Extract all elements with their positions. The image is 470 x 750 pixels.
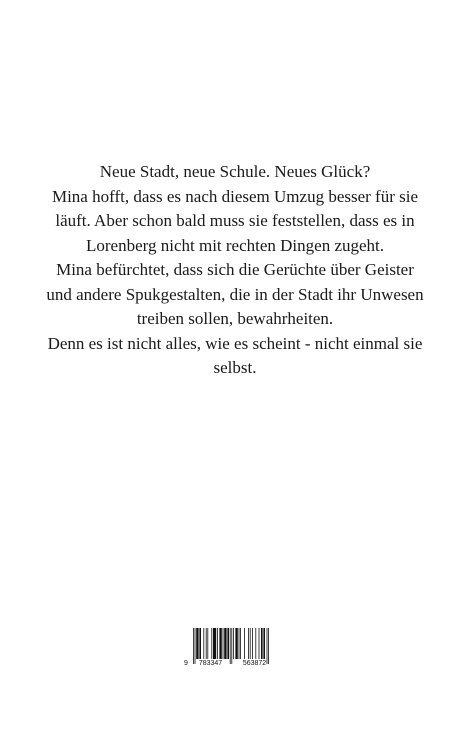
barcode-bar [252,628,253,659]
barcode-left-digits: 783347 [198,660,223,667]
barcode-guard-bar [268,628,269,664]
blurb-line: selbst. [213,358,257,377]
barcode-bar [255,628,256,659]
barcode-guard-bar [267,628,268,664]
blurb-text [0,160,470,381]
barcode-bar [233,628,234,659]
blurb-line: Mina befürchtet, dass sich die Gerüchte über Geister [56,260,414,279]
barcode-guard-bar [195,628,196,664]
barcode-bar [239,628,240,659]
barcode-bar [244,628,245,659]
barcode-bar [227,628,229,659]
blurb-line: läuft. Aber schon bald muss sie feststellen, dass es in [55,211,415,230]
blurb-line: Mina hofft, dass es nach diesem Umzug besser für sie [51,186,419,206]
barcode-bar [217,628,218,659]
barcode-bar [240,628,241,659]
barcode-bar [203,628,204,659]
barcode-guard-bar [231,628,232,664]
isbn-barcode [183,628,275,670]
barcode-right-digits: 563872 [242,660,267,667]
barcode-bar [259,628,260,659]
barcode-bar [263,628,265,659]
blurb-line: Denn es ist nicht alles, wie es scheint - nicht einmal sie [47,333,423,353]
blurb-line: Neue Stadt, neue Schule. Neues Glück? [99,162,371,181]
barcode-bar [213,628,216,659]
blurb-line: und andere Spukgestalten, die in der Stadt ihr Unwesen [46,284,424,304]
barcode-bar [211,628,212,659]
barcode-bar [207,628,208,659]
barcode-bar [224,628,226,659]
barcode-guard-bar [230,628,231,664]
barcode-bar [250,628,251,659]
blurb-line: treiben sollen, bewahrheiten. [136,309,334,328]
barcode-bar [199,628,201,659]
barcode-bar [248,628,249,659]
barcode-bar [235,628,237,659]
barcode-bar [261,628,263,659]
barcode-bar [219,628,221,659]
barcode-bar [196,628,198,659]
barcode-first-digit: 9 [184,660,188,667]
barcode-bar [223,628,224,659]
barcode-guard-bar [193,628,194,664]
barcode-bar [206,628,207,659]
blurb-line: Lorenberg nicht mit rechten Dingen zugeht. [85,235,385,255]
